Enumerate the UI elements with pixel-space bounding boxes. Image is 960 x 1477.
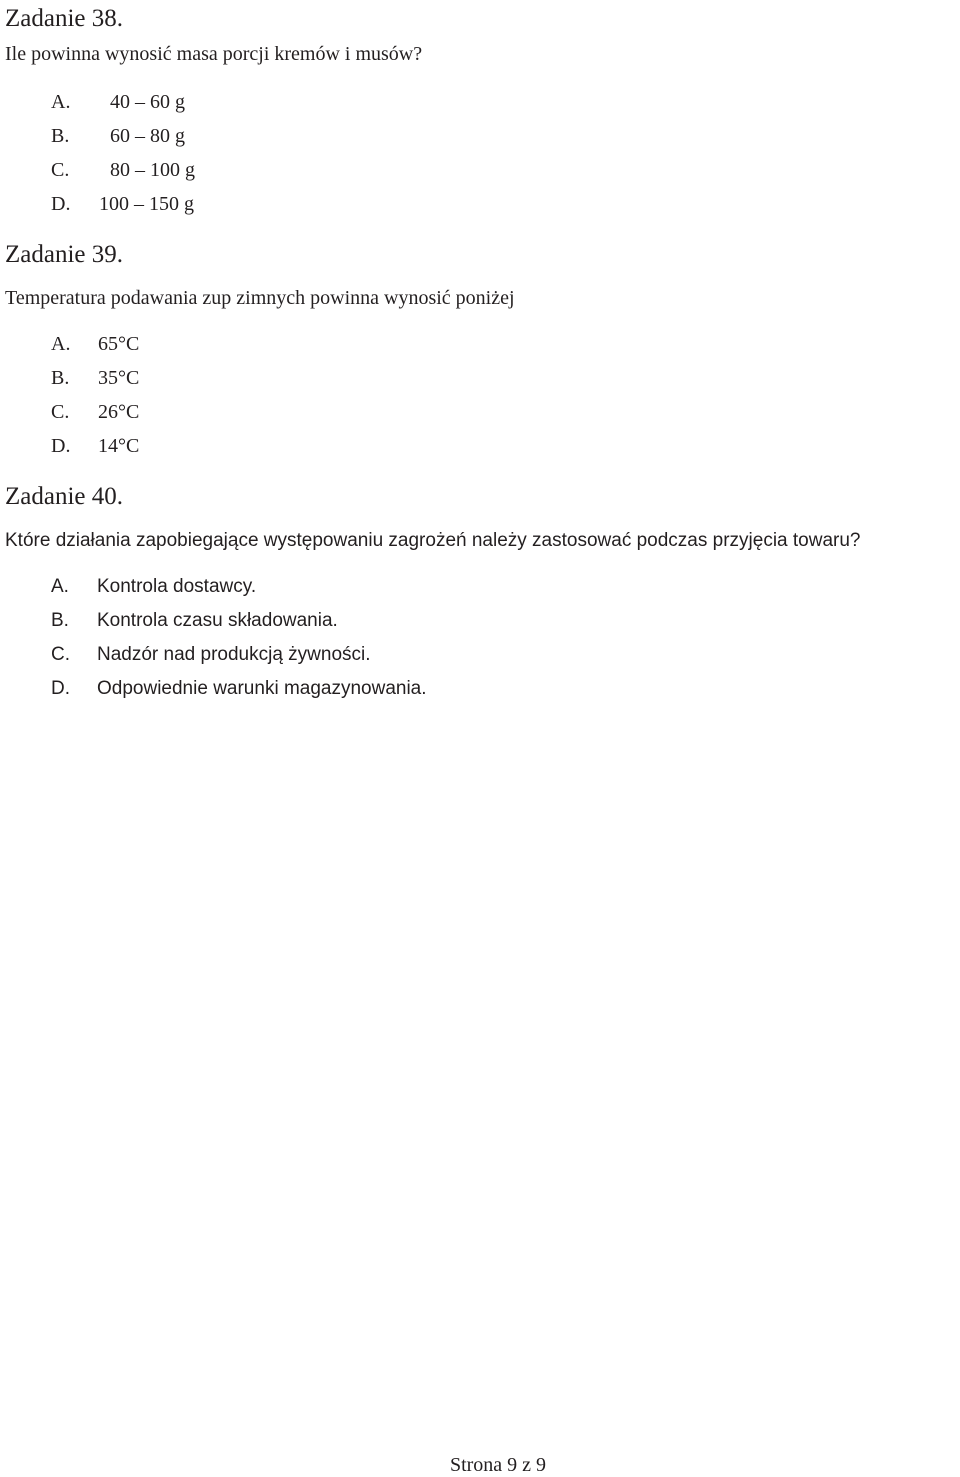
answer-text: 80 – 100 g (110, 159, 195, 181)
answer-letter: A. (51, 576, 69, 597)
answer-text: Kontrola czasu składowania. (97, 610, 338, 631)
task-38-title: Zadanie 38. (5, 5, 124, 32)
answer-text: 35°C (98, 367, 140, 389)
answer-letter: A. (51, 91, 71, 113)
answer-letter: D. (51, 435, 71, 457)
task-38-question: Ile powinna wynosić masa porcji kremów i musów? (5, 43, 423, 65)
task-39-question: Temperatura podawania zup zimnych powinna wynosić poniżej (5, 287, 515, 309)
answer-letter: C. (51, 159, 70, 181)
answer-letter: D. (51, 678, 70, 699)
task-40-title: Zadanie 40. (5, 483, 124, 510)
answer-text: 26°C (98, 401, 140, 423)
answer-letter: B. (51, 125, 70, 147)
task-39-title: Zadanie 39. (5, 241, 124, 268)
answer-text: Odpowiednie warunki magazynowania. (97, 678, 427, 699)
answer-letter: B. (51, 367, 70, 389)
answer-text: Nadzór nad produkcją żywności. (97, 644, 371, 665)
answer-letter: B. (51, 610, 69, 631)
answer-text: 60 – 80 g (110, 125, 185, 147)
answer-text: Kontrola dostawcy. (97, 576, 257, 597)
page-number: Strona 9 z 9 (449, 1454, 547, 1476)
answer-text: 14°C (98, 435, 140, 457)
answer-text: 40 – 60 g (110, 91, 185, 113)
task-40-question: Które działania zapobiegające występowaniu zagrożeń należy zastosować podczas przyjęcia towaru? (5, 530, 861, 551)
answer-text: 100 – 150 g (99, 193, 194, 215)
answer-letter: C. (51, 644, 70, 665)
answer-letter: A. (51, 333, 71, 355)
answer-letter: C. (51, 401, 70, 423)
answer-letter: D. (51, 193, 71, 215)
answer-text: 65°C (98, 333, 140, 355)
